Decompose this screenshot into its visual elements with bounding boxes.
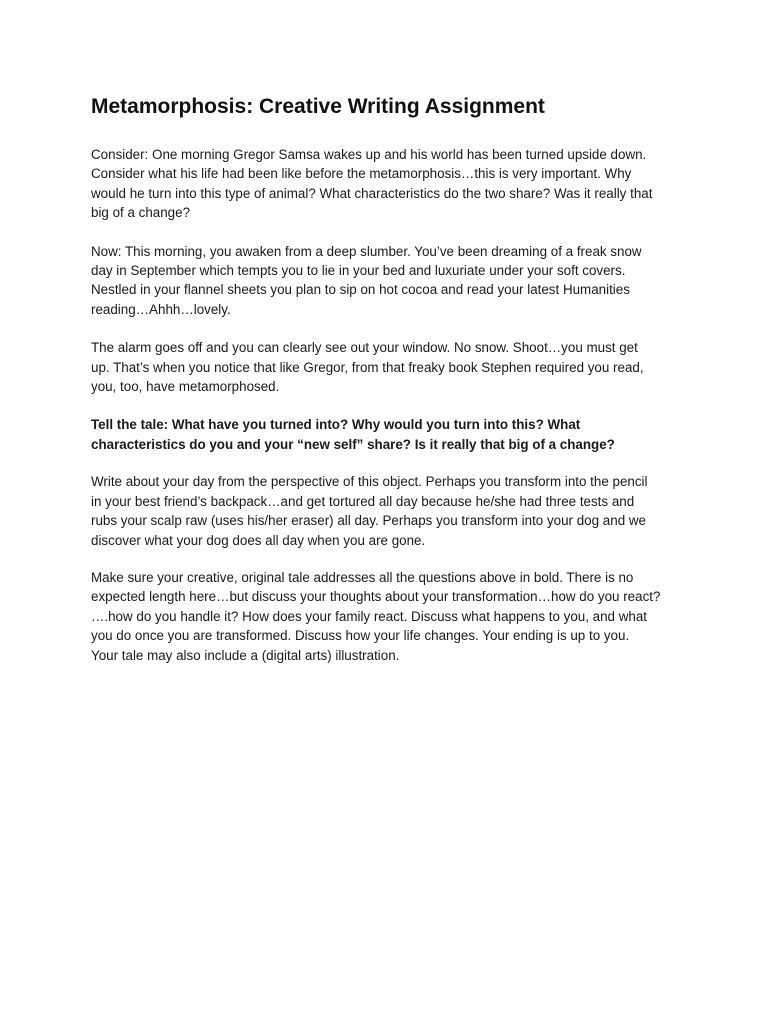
paragraph-tell-the-tale bbox=[91, 415, 671, 454]
paragraph-consider bbox=[91, 145, 671, 223]
paragraph-make-sure bbox=[91, 568, 671, 665]
paragraph-alarm bbox=[91, 338, 671, 396]
text-line: would he turn into this type of animal? What characteristics do the two share? Was it really that bbox=[91, 185, 653, 201]
text-line: Make sure your creative, original tale addresses all the questions above in bold. There is no bbox=[91, 569, 634, 585]
text-line: day in September which tempts you to lie in your bed and luxuriate under your soft covers. bbox=[91, 263, 626, 279]
text-line: The alarm goes off and you can clearly see out your window. No snow. Shoot…you must get bbox=[91, 340, 638, 356]
document-title: Metamorphosis: Creative Writing Assignment bbox=[91, 95, 545, 118]
text-line: reading…Ahhh…lovely. bbox=[91, 301, 231, 317]
text-line: you do once you are transformed. Discuss how your life changes. Your ending is up to you. bbox=[91, 628, 630, 644]
text-line: big of a change? bbox=[91, 205, 191, 221]
text-line: discover what your dog does all day when you are gone. bbox=[91, 532, 426, 548]
text-line: characteristics do you and your “new self” share? Is it really that big of a change? bbox=[91, 436, 615, 452]
paragraph-now bbox=[91, 242, 671, 320]
text-line: Consider: One morning Gregor Samsa wakes up and his world has been turned upside down. bbox=[91, 147, 647, 162]
text-line: Write about your day from the perspective of this object. Perhaps you transform into the pencil bbox=[91, 474, 648, 490]
text-line: Now: This morning, you awaken from a deep slumber. You’ve been dreaming of a freak snow bbox=[91, 243, 642, 259]
text-line: you, too, have metamorphosed. bbox=[91, 379, 280, 395]
text-line: Nestled in your flannel sheets you plan to sip on hot cocoa and read your latest Humanities bbox=[91, 282, 630, 298]
text-line: Consider what his life had been like before the metamorphosis…this is very important. Why bbox=[91, 166, 632, 182]
paragraph-write-about bbox=[91, 472, 671, 550]
text-line: ….how do you handle it? How does your family react. Discuss what happens to you, and what bbox=[91, 608, 648, 624]
text-line: Your tale may also include a (digital arts) illustration. bbox=[91, 647, 400, 663]
text-line: Tell the tale: What have you turned into? Why would you turn into this? What bbox=[91, 417, 581, 433]
document-body bbox=[91, 93, 671, 665]
text-line: up. That’s when you notice that like Gregor, from that freaky book Stephen required you read, bbox=[91, 359, 644, 375]
text-line: expected length here…but discuss your thoughts about your transformation…how do you react? bbox=[91, 589, 661, 605]
text-line: rubs your scalp raw (uses his/her eraser) all day. Perhaps you transform into your dog and we bbox=[91, 513, 646, 529]
text-line: in your best friend’s backpack…and get tortured all day because he/she had three tests and bbox=[91, 493, 635, 509]
